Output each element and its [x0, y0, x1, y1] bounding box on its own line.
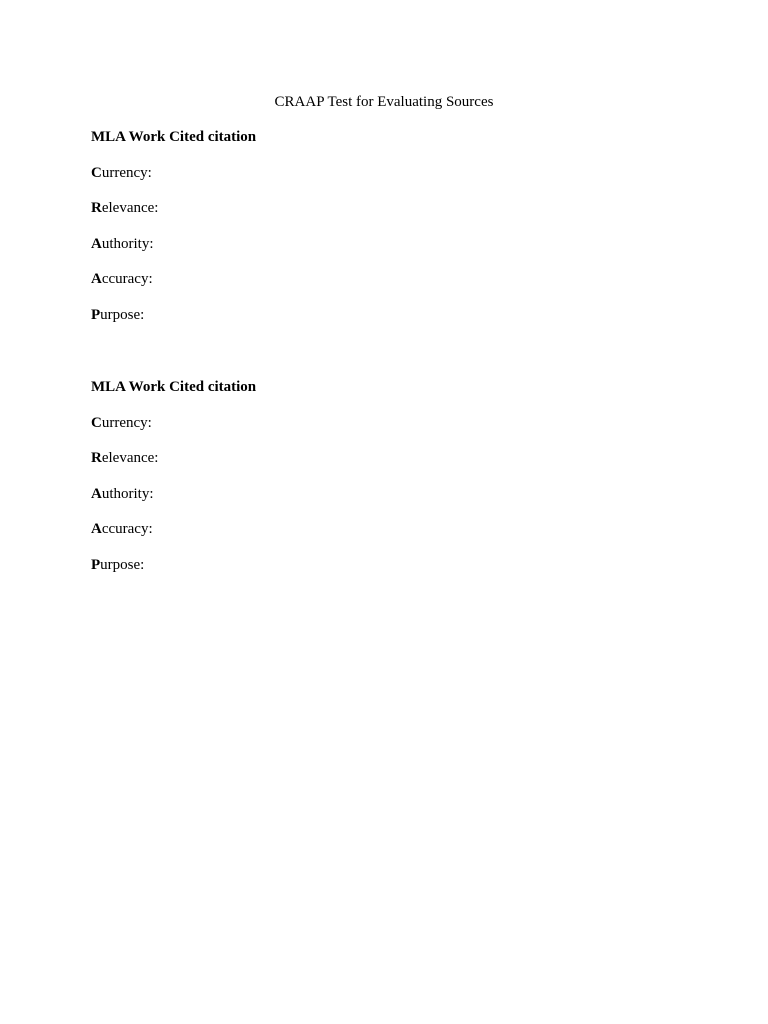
criterion-authority: [91, 235, 691, 254]
criterion-label: elevance:: [101, 200, 159, 217]
criterion-label: ccuracy:: [101, 521, 153, 538]
source-evaluation-section-1: [91, 128, 691, 325]
criterion-currency: [91, 414, 691, 433]
criterion-initial: R: [91, 450, 102, 467]
criterion-initial: A: [91, 521, 102, 538]
criteria-list: [91, 414, 691, 575]
criterion-label: urpose:: [100, 556, 145, 573]
criterion-label: urrency:: [101, 414, 152, 431]
criterion-accuracy: [91, 520, 691, 539]
criterion-purpose: [91, 306, 691, 325]
document-title: CRAAP Test for Evaluating Sources: [274, 94, 494, 110]
citation-heading: MLA Work Cited citation: [91, 379, 257, 395]
criterion-relevance: [91, 199, 691, 218]
criterion-initial: A: [91, 485, 102, 502]
criterion-initial: C: [91, 164, 102, 181]
criterion-initial: C: [91, 414, 102, 431]
criterion-label: urpose:: [100, 306, 145, 323]
criterion-purpose: [91, 556, 691, 575]
criterion-relevance: [91, 449, 691, 468]
source-evaluation-section-2: [91, 378, 691, 575]
citation-heading: MLA Work Cited citation: [91, 129, 257, 145]
criteria-list: [91, 164, 691, 325]
criterion-initial: P: [91, 556, 101, 573]
criterion-currency: [91, 164, 691, 183]
criterion-label: urrency:: [101, 164, 152, 181]
criterion-initial: R: [91, 200, 102, 217]
criterion-label: elevance:: [101, 450, 159, 467]
criterion-accuracy: [91, 270, 691, 289]
criterion-initial: P: [91, 306, 101, 323]
criterion-authority: [91, 485, 691, 504]
criterion-initial: A: [91, 235, 102, 252]
criterion-initial: A: [91, 271, 102, 288]
criterion-label: uthority:: [101, 235, 154, 252]
criterion-label: uthority:: [101, 485, 154, 502]
criterion-label: ccuracy:: [101, 271, 153, 288]
